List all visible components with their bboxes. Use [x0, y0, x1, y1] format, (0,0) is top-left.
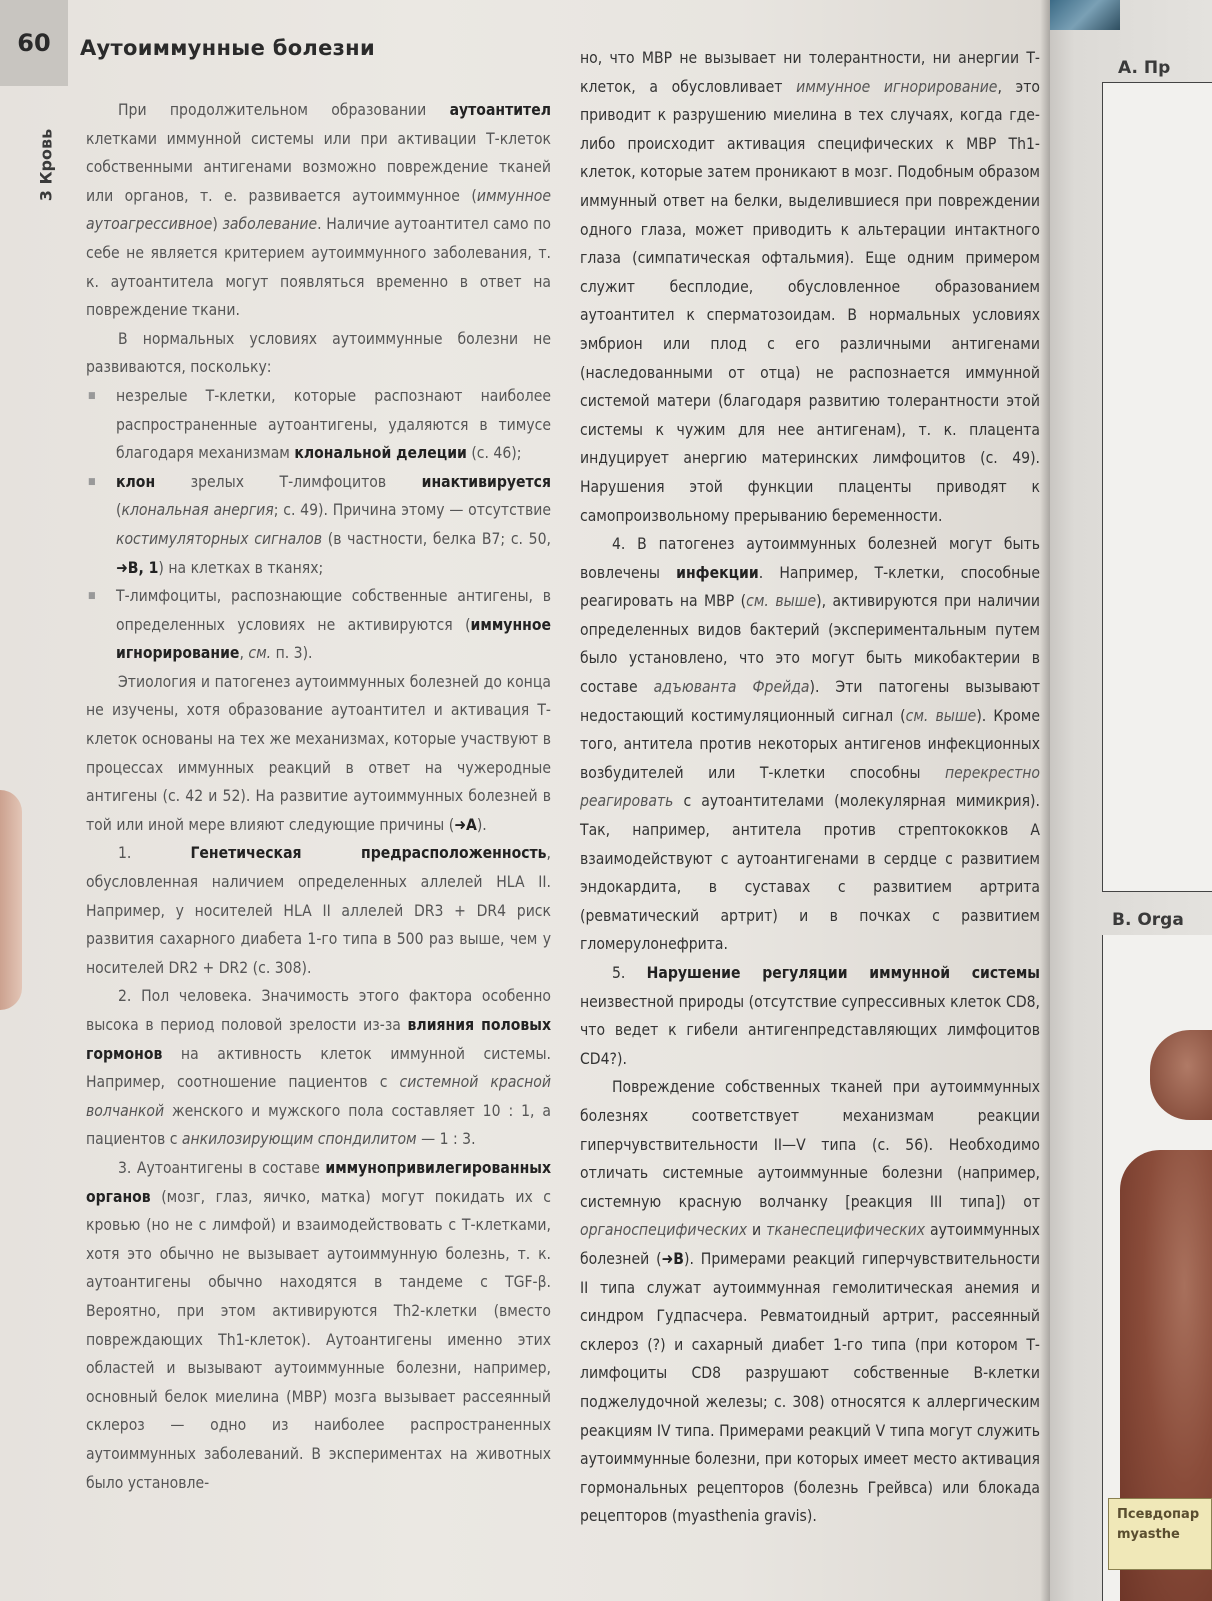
paragraph-regulation-disorder: 5. Нарушение регуляции иммунной системы неизвестной природы (отсутствие супрессивных клеток CD8, что ведет к гибели антигенпредставляющих лимфоцитов CD4?). [580, 964, 1040, 1068]
anatomy-figure-head [1150, 1030, 1212, 1120]
facing-page-top-image [1050, 0, 1120, 30]
paragraph-autoimmune-intro: При продолжительном образовании аутоантител клетками иммунной системы или при активации Т-клеток собственными антигенами возможно повреждение тканей или органов, т. е. развивается аутоиммунное (иммунное аутоагрессивное) заболевание. Наличие аутоантител само по себе не является критерием аутоиммунного заболевания, т. к. аутоантитела могут появляться временно в ответ на повреждение ткани. [86, 101, 551, 320]
bullet-clonal-deletion: ■ незрелые Т-клетки, которые распознают наиболее распространенные аутоантигены, удаляются в тимусе благодаря механизмам клональной делеции (с. 46); [86, 382, 551, 468]
callout-line-1: Псевдопар [1117, 1507, 1200, 1522]
paragraph-privileged-organs: 3. Аутоантигены в составе иммунопривилегированных органов (мозг, глаз, яичко, матка) могут покидать их с кровью (но не с лимфой) и взаимодействовать с Т-клетками, хотя это обычно не вызывает аутоиммунную болезнь, т. к. аутоантигены обычно находятся в тандеме с TGF-β. Вероятно, при этом активируются Th2-клетки (вместо повреждающих Th1-клеток). Аутоантигены именно этих областей и вызывают аутоиммунные болезни, например, основный белок миелина (MBP) мозга вызывает рассеянный склероз — одно из наиболее распространенных аутоиммунных заболеваний. В экспериментах на животных было установле- [86, 1158, 551, 1492]
paragraph-hypersensitivity: Повреждение собственных тканей при аутоиммунных болезнях соответствует механизмам реакции гиперчувствительности II—V типа (с. 56). Необходимо отличать системные аутоиммунные болезни (например, системную красную волчанку [реакция III типа]) от органоспецифических и тканеспецифических аутоиммунных болезней (➜B). Примерами реакций гиперчувствительности II типа служат аутоиммунная гемолитическая анемия и синдром Гудпасчера. Ревматоидный артрит, рассеянный склероз (?) и сахарный диабет 1-го типа (при котором Т-лимфоциты CD8 разрушают собственные B-клетки поджелудочной железы; с. 308) относятся к аллергическим реакциям IV типа. Примерами реакций V типа могут служить аутоиммунные болезни, при которых имеет место активация гормональных рецепторов (болезнь Грейвса) или блокада рецепторов (myasthenia gravis). [580, 1078, 1040, 1526]
figure-callout-box [1108, 1498, 1212, 1570]
callout-line-2: myasthe [1117, 1527, 1180, 1542]
bullet-immune-ignorance: ■ Т-лимфоциты, распознающие собственные антигены, в определенных условиях не активируются (иммунное игнорирование, см. п. 3). [86, 582, 551, 668]
page-header-title: Аутоиммунные болезни [80, 36, 375, 60]
page-number: 60 [0, 0, 68, 86]
panel-a-label: A. Пр [1118, 58, 1171, 78]
paragraph-mbp-continuation: но, что MBP не вызывает ни толерантности, ни анергии Т-клеток, а обусловливает иммунное игнорирование, это приводит к разрушению миелина в тех случаях, когда где-либо происходит активация специфических к MBP Th1-клеток, которые затем проникают в мозг. Подобным образом иммунный ответ на белки, выделившиеся при повреждении одного глаза, может приводить к альтерации интактного глаза (симпатическая офтальмия). Еще одним примером служит бесплодие, обусловленное образованием аутоантител к сперматозоидам. В нормальных условиях эмбрион или плод с его различными антигенами (наследованными от отца) не распознается иммунной системой матери (благодаря развитию толерантности этой системы к чужим для нее антигенам), т. к. плацента индуцирует анергию материнских лимфоцитов (с. 49). Нарушения этой функции плаценты приводят к самопроизвольному прерыванию беременности. [580, 49, 1040, 525]
chapter-side-tab-label: 3 Кровь [36, 128, 56, 202]
paragraph-sex: 2. Пол человека. Значимость этого фактора особенно высока в период половой зрелости из-за влияния половых гормонов на активность клеток иммунной системы. Например, соотношение пациентов с системной красной волчанкой женского и мужского пола составляет 10 : 1, а пациентов с анкилозирующим спондилитом — 1 : 3. [86, 987, 552, 1149]
paragraph-genetic-predisposition: 1. Генетическая предрасположенность, обусловленная наличием определенных аллелей HLA II. Например, у носителей HLA II аллелей DR3 + DR4 риск развития сахарного диабета 1-го типа в 500 раз выше, чем у носителей DR2 + DR2 (с. 308). [86, 844, 551, 977]
right-text-column [580, 44, 1040, 1531]
left-text-column [86, 96, 551, 1497]
thumb-overlay [0, 790, 22, 1010]
bullet-clonal-anergy: ■ клон зрелых Т-лимфоцитов инактивируется (клональная анергия; с. 49). Причина этому — отсутствие костимуляторных сигналов (в частности, белка B7; с. 50, ➜B, 1) на клетках в тканях; [86, 468, 551, 582]
chapter-side-tab [26, 120, 66, 210]
paragraph-etiology: Этиология и патогенез аутоиммунных болезней до конца не изучены, хотя образование аутоантител и активация Т-клеток основаны на тех же механизмах, которые участвуют в процессах иммунных реакций в ответ на чужеродные антигены (с. 42 и 52). На развитие аутоиммунных болезней в той или иной мере влияют следующие причины (➜A). [86, 672, 551, 834]
panel-b-label: B. Orga [1112, 910, 1184, 930]
paragraph-normal-conditions: В нормальных условиях аутоиммунные болезни не развиваются, поскольку: [86, 329, 551, 377]
panel-a-frame [1102, 82, 1212, 892]
paragraph-infections: 4. В патогенез аутоиммунных болезней могут быть вовлечены инфекции. Например, Т-клетки, способные реагировать на MBP (см. выше), активируются при наличии определенных видов бактерий (экспериментальным путем было установлено, что это могут быть микобактерии в составе адъюванта Фрейда). Эти патогены вызывают недостающий костимуляционный сигнал (см. выше). Кроме того, антитела против некоторых антигенов инфекционных возбудителей или Т-клетки способны перекрестно реагировать с аутоантителами (молекулярная мимикрия). Так, например, антитела против стрептококков A взаимодействуют с аутоантигенами в сердце с развитием эндокардита, в суставах с развитием артрита (ревматический артрит) и в почках с развитием гломерулонефрита. [580, 535, 1040, 954]
